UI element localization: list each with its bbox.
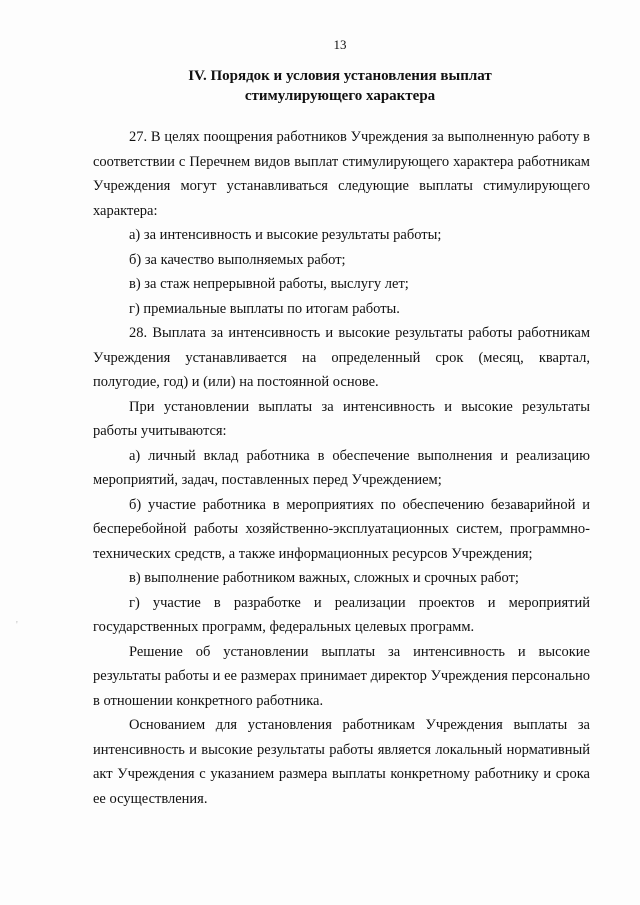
section-heading	[90, 66, 590, 106]
list-item-28b: б) участие работника в мероприятиях по обеспечению безаварийной и бесперебойной работы хозяйственно-эксплуатационных систем, программно-технических средств, а также информационных ресурсов Учреждения;	[93, 496, 590, 562]
section-heading-line-1: IV. Порядок и условия установления выплат	[188, 68, 492, 84]
document-body	[93, 125, 590, 811]
paragraph-basis: Основанием для установления работникам Учреждения выплаты за интенсивность и высокие результаты работы является локальный нормативный акт Учреждения с указанием размера выплаты конкретному работнику и срока ее осуществления.	[93, 717, 590, 807]
margin-mark: '	[16, 620, 18, 631]
list-item-27d: г) премиальные выплаты по итогам работы.	[129, 300, 400, 317]
paragraph-28: 28. Выплата за интенсивность и высокие результаты работы работникам Учреждения устанавливается на определенный срок (месяц, квартал, полугодие, год) и (или) на постоянной основе.	[93, 325, 590, 390]
section-heading-line-2: стимулирующего характера	[244, 88, 436, 104]
page-number: 13	[333, 37, 347, 52]
paragraph-criteria-intro: При установлении выплаты за интенсивность и высокие результаты работы учитываются:	[93, 398, 590, 439]
list-item-28a: а) личный вклад работника в обеспечение выполнения и реализацию мероприятий, задач, поставленных перед Учреждением;	[93, 447, 590, 488]
list-item-27c: в) за стаж непрерывной работы, выслугу лет;	[129, 276, 409, 292]
list-item-27b: б) за качество выполняемых работ;	[129, 251, 346, 268]
list-item-28c: в) выполнение работником важных, сложных и срочных работ;	[129, 570, 519, 586]
paragraph-27: 27. В целях поощрения работников Учреждения за выполненную работу в соответствии с Перечнем видов выплат стимулирующего характера работникам Учреждения могут устанавливаться следующие выплаты стимулирующего характера:	[93, 129, 590, 219]
list-item-28d: г) участие в разработке и реализации проектов и мероприятий государственных программ, федеральных целевых программ.	[93, 594, 590, 635]
paragraph-decision: Решение об установлении выплаты за интенсивность и высокие результаты работы и ее размерах принимает директор Учреждения персонально в отношении конкретного работника.	[93, 643, 590, 709]
list-item-27a: а) за интенсивность и высокие результаты работы;	[129, 227, 442, 243]
